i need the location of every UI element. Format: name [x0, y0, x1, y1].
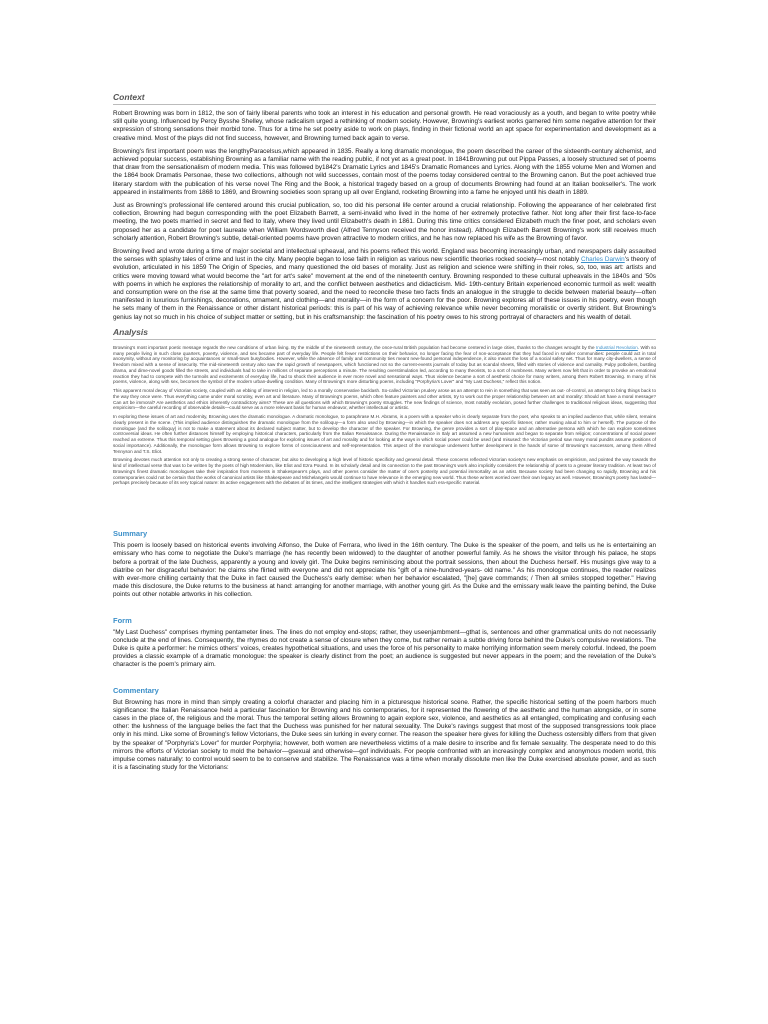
form-heading: Form	[113, 615, 132, 625]
charles-darwin-link[interactable]: Charles Darwin	[580, 256, 625, 264]
context-paragraph-4	[113, 248, 656, 322]
summary-paragraph: This poem is loosely based on historical events involving Alfonso, the Duke of Ferrara, who lived in the 16th century. The Duke is the speaker of the poem, and tells us he is entertaining an emissary who has come to negotiate the Duke's marriage (he has recently been widowed) to the daughter of another powerful family. As he shows the visitor through his palace, he stops before a portrait of the late Duchess, apparently a young and lovely girl. The Duke begins reminiscing about the portrait sessions, then about the Duchess herself. His musings give way to a diatribe on her disgraceful behavior: he claims she flirted with everyone and did not appreciate his "gift of a nine-hundred-years- old name." As his monologue continues, the reader realizes with ever-more chilling certainty that the Duke in fact caused the Duchess's early demise: when her behavior escalated, "[he] gave commands; / Then all smiles stopped together." Having made this disclosure, the Duke returns to the business at hand: arranging for another marriage, with another young girl. As the Duke and the emissary walk leave the painting behind, the Duke points out other notable artworks in his collection.	[113, 542, 656, 599]
context-paragraph-1: Robert Browning was born in 1812, the son of fairly liberal parents who took an interest in his education and personal growth. He read voraciously as a youth, and began to write poetry while still quite young. Influenced by Percy Bysshe Shelley, whose radicalism urged a rethinking of modern society. However, Browning's earliest works garnered him some negative attention for their expression of strong sensations their morbid tone. Thus for a time he set poetry aside to work on plays, finding in their fictional world an apt space for experimentation and development as a creative mind. Most of the plays did not find success, however, and Browning turned back again to verse.	[113, 110, 656, 142]
form-paragraph: "My Last Duchess" comprises rhyming pentameter lines. The lines do not employ end-stops; rather, they useenjambment—gthat is, sentences and other grammatical units do not necessarily conclude at the end of lines. Consequently, the rhymes do not create a sense of closure when they come, but rather remain a subtle driving force behind the Duke's compulsive revelations. The Duke is quite a performer: he mimics others' voices, creates hypothetical situations, and uses the force of his personality to make horrifying information seem merely colorful. Indeed, the poem provides a classic example of a dramatic monologue: the speaker is clearly distinct from the poet; an audience is suggested but never appears in the poem; and the revelation of the Duke's character is the poem's primary aim.	[113, 628, 656, 669]
context-heading: Context	[113, 92, 656, 105]
context-paragraph-2: Browning's first important poem was the lengthyParacelsus,which appeared in 1835. Really a long dramatic monologue, the poem described the career of the sixteenth-century alchemist, and achieved popular success, establishing Browning as a familiar name with the reading public, if not yet as a great poet. In 1841Browning put out Pippa Passes, a loosely structured set of poems that draw from the sensationalism of modern media. This was followed by1842's Dramatic Lyrics and 1845's Dramatic Romances and Lyrics. Along with the 1855 volume Men and Women and the 1864 book Dramatis Personae, these two collections, although not wild successes, contain most of the poems today considered central to the Browning canon. But the poet achieved true literary stardom with the publication of his verse novel The Ring and the Book, a historical tragedy based on a group of documents Browning had found at an Italian bookseller's. The work appeared in installments from 1868 to 1869, and Browning societies soon sprang up all over England, rocketing Browning into a fame he enjoyed until his death in 1889.	[113, 147, 656, 196]
analysis-p1-text-b: . With so many people living in such close quarters, poverty, violence, and sex became part of everyday life. People felt fewer restrictions on their behavior, no longer facing the fear of non-acceptance that they had faced in smaller communities: people could act in total anonymity, without any monitoring by acquaintances or small-town busybodies. However, while the absence of family and community ties meant new-found personal independence, it also meant the loss of a social safety net. Thus for many city-dwellers, a sense of freedom mixed with a sense of insecurity. The mid-nineteenth century also saw the rapid growth of newspapers, which functioned not so the current-events journals of today but as scandal sheets, filled with stories of violence and carnality. Pulpy potboilers, bustling drama, and dime-novel goods filled the streets, and individuals had to take in millions of separate perceptions a minute. The resulting overstimulation led, according to many theorists, to a sort of numbness. Many writers now felt that in order to provoke an emotional reaction they had to compete with the turmoils and excitements of everyday life, had to shock their audience in ever more novel and sensational ways. Thus violence became a sort of aesthetic choice for many writers, among them Robert Browning. In many of his poems, violence, along with sex, becomes the symbol of the modern urban-dwelling condition. Many of Browning's more disturbing poems, including "Porphyria's Lover" and "My Last Duchess," reflect this notion.	[113, 344, 656, 385]
context-p4-text-a: Browning lived and wrote during a time of major societal and intellectual upheaval, and his poems reflect this world. England was becoming increasingly urban, and newspapers daily assaulted the senses with splashy tales of crime and lust in the city. Many people began to lose faith in religion as various new scientific theories rocked society—most notably	[113, 248, 656, 264]
analysis-paragraph-1	[113, 345, 656, 385]
context-p4-text-b: 's theory of evolution, articulated in his 1859 The Origin of Species, and many questioned the old bases of morality. Just as religion and science were shifting in their roles, so, too, was art: artists and critics were moving toward what would become the "art for art's sake" movement at the end of the nineteenth century. Browning responded to these cultural upheavals in the 1840s and '50s with poems in which he explores the relationship of morality to art, and the conflict between aesthetics and didacticism. Mid- 19th-century Britain experienced economic turmoil as well: wealth and consumption were on the rise at the same time that poverty soared, and the need to reconcile these two facts finds an analogue in the struggle to decide between material beauty—often manifested in luxurious furnishings, decorations, ornament, and clothing—and morality—in the form of a concern for the poor. Browning explores all of these issues in his poetry, even though he sets many of them in the Renaissance or other distant historical periods: this is part of his way of achieving relevance while never becoming moralistic or overtly strident. But Browning's genius lay not so much in his choice of subject matter or setting, but in his craftsmanship: the fascination of his poetry owes to his strong portrayal of characters and his wealth of detail.	[113, 256, 656, 321]
analysis-paragraph-4: Browning devotes much attention not only to creating a strong sense of character, but also to developing a high level of historic specificity and general detail. These concerns reflected Victorian society's new emphasis on empiricism, and pointed the way towards the kind of intellectual verse that was to be written by the poets of high Modernism, like Eliot and Ezra Pound. In its scholarly detail and its connection to the past Browning's work also implicitly considers the relationship of poets to a greater literary tradition. At least two of Browning's finest dramatic monologues take their inspiration from moments in Shakespeare's plays, and other poems consider the matter of one's posterity and potential immortality as an artist. Because society had been changing so rapidly, Browning and his contemporaries could not be certain that the works of canonical artists like Shakespeare and Michelangelo would continue to have relevance in the emerging new world. Thus these writers worried over their own legacy as well. However, Browning's poetry has lasted—perhaps precisely because of its very topical nature: its active engagement with the debates of its times, and the intelligent strategies with which it handles such era-specific material.	[113, 457, 656, 486]
analysis-p1-text-a: Browning's most important poetic message regards the new conditions of urban living. By the middle of the nineteenth century, the once-rural British population had become centered in large cities, thanks to the changes wrought by the	[113, 344, 596, 350]
industrial-revolution-link[interactable]: Industrial Revolution	[595, 344, 638, 350]
analysis-heading: Analysis	[113, 327, 656, 340]
analysis-paragraph-2: This apparent moral decay of Victorian society, coupled with an ebbing of interest in religion, led to a morally conservative backlash. So-called Victorian prudery arose as an attempt to rein in something that was seen as out- of-control, an attempt to bring things back to the way they once were. Thus everything came under moral scrutiny, even art and literature. Many of Browning's poems, which often feature painters and other artists, try to work out the proper relationship between art and morality: Should art have a moral message? Can art be immoral? Are aesthetics and ethics inherently contradictory aims? These are all questions with which Browning's poetry struggles. The new findings of science, most notably evolution, posed further challenges to traditional religious ideas, suggesting that empiricism—the careful recording of observable details—could serve as a more relevant basis for human endeavor, whether intellectual or artistic.	[113, 388, 656, 411]
context-paragraph-3: Just as Browning's professional life centered around this crucial publication, so, too did his personal life center around a crucial relationship. Following the appearance of her celebrated first collection, Browning had begun corresponding with the poet Elizabeth Barrett, a semi-invalid who lived in the home of her extremely protective father. Not long after their first face-to-face meeting, the two poets married in secret and fled to Italy, where they lived until Elizabeth's death in 1861. During this time critics considered Elizabeth much the finer poet, and scholars even proposed her as a candidate for poet laureate when William Wordsworth died (Alfred Tennyson received the honor instead). Although Elizabeth Barrett Browning's work still receives much scholarly attention, Robert Browning's subtle, detail-oriented poems have proven attractive to modern critics, and he has now replaced his wife as the Browning of favor.	[113, 202, 656, 242]
commentary-heading: Commentary	[113, 685, 159, 695]
document-page	[113, 92, 656, 777]
commentary-paragraph: But Browning has more in mind than simply creating a colorful character and placing him in a picturesque historical scene. Rather, the specific historical setting of the poem harbors much significance: the Italian Renaissance held a particular fascination for Browning and his contemporaries, for it represented the flowering of the aesthetic and the human alongside, or in some cases in the place of, the religious and the moral. Thus the temporal setting allows Browning to again explore sex, violence, and aesthetics as all entangled, complicating and confusing each other: the lushness of the language belies the fact that the Duchess was punished for her natural sexuality. The Duke's ravings suggest that most of the supposed transgressions took place only in his mind. Like some of Browning's fellow Victorians, the Duke sees sin lurking in every corner. The reason the speaker here gives for killing the Duchess ostensibly differs from that given by the speaker of "Porphyria's Lover" for murder Porphyria; however, both women are nevertheless victims of a male desire to inscribe and fix female sexuality. The desperate need to do this mirrors the efforts of Victorian society to mold the behavior—gsexual and otherwise—gof individuals. For people confronted with an increasingly complex and anonymous modern world, this impulse comes naturally: to control would seem to be to conserve and stabilize. The Renaissance was a time when morally dissolute men like the Duke exercised absolute power, and as such it is a fascinating study for the Victorians:	[113, 698, 656, 772]
analysis-paragraph-3: In exploring these issues of art and modernity, Browning uses the dramatic monologue. A dramatic monologue, to paraphrase M.H. Abrams, is a poem with a speaker who is clearly separate from the poet, who speaks to an implied audience that, while silent, remains clearly present in the scene. (This implied audience distinguishes the dramatic monologue from the soliloquy—a form also used by Browning—in which the speaker does not address any specific listener, rather musing aloud to him or herself). The purpose of the monologue (and the soliloquy) is not to make a statement about its declared subject matter, but to develop the character of the speaker. For Browning, the genre provides a sort of play-space and an alternative persona with which he can explore sometimes controversial ideas. He often further distances himself by employing historical characters, particularly from the Italian Renaissance. During the Renaissance in Italy art assumed a new humanism and began to separate from religion; concentrations of social power reached an extreme. Thus this temporal setting gives Browning a good analogue for exploring issues of art and morality and for looking at the ways in which social power could be used (and misused: the Victorian period saw many moral pundits assume positions of social importance). Additionally, the monologue form allows Browning to explore forms of consciousness and self-representation. This aspect of the monologue underwent further development in the hands of some of Browning's successors, among them Alfred Tennyson and T.S. Eliot.	[113, 414, 656, 454]
summary-heading: Summary	[113, 529, 148, 539]
